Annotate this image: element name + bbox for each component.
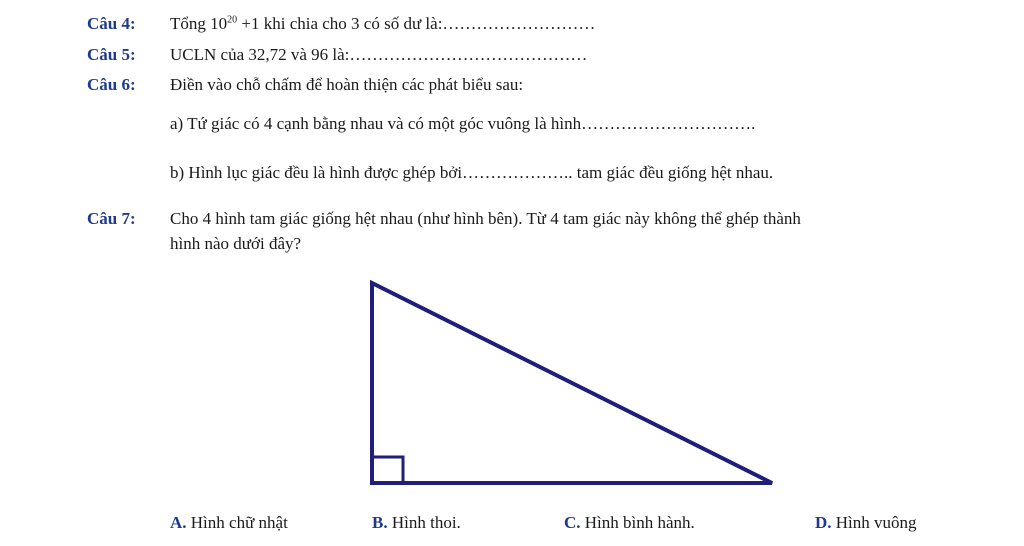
question-5-text: UCLN của 32,72 và 96 là:…………………………………… — [170, 45, 588, 64]
question-4-text-before: Tổng 10 — [170, 14, 228, 33]
question-7-label: Câu 7: — [87, 209, 136, 228]
question-6-item-b: b) Hình lục giác đều là hình được ghép bởi……………….. tam giác đều giống hệt nhau. — [170, 163, 774, 182]
choice-a-text: Hình chữ nhật — [186, 513, 288, 532]
choice-d-letter: D. — [815, 513, 832, 532]
choice-c[interactable] — [564, 513, 695, 533]
question-4-label: Câu 4: — [87, 14, 136, 33]
choice-d[interactable] — [815, 513, 917, 533]
choice-a[interactable] — [170, 513, 288, 533]
question-5-label: Câu 5: — [87, 45, 136, 64]
choice-b-letter: B. — [372, 513, 388, 532]
choice-b-text: Hình thoi. — [387, 513, 461, 532]
choice-d-text: Hình vuông — [831, 513, 917, 532]
choice-b[interactable] — [372, 513, 461, 533]
choice-c-text: Hình bình hành. — [580, 513, 695, 532]
question-4-text-after: +1 khi chia cho 3 có số dư là:……………………… — [237, 14, 596, 33]
question-7-line-1: Cho 4 hình tam giác giống hệt nhau (như hình bên). Từ 4 tam giác này không thể ghép thành — [170, 209, 801, 228]
triangle-shape — [372, 283, 772, 483]
choice-a-letter: A. — [170, 513, 187, 532]
question-7-line-2: hình nào dưới đây? — [170, 234, 302, 253]
right-angle-marker — [372, 457, 403, 483]
choice-c-letter: C. — [564, 513, 581, 532]
question-4-exponent: 20 — [227, 14, 238, 26]
question-6-text: Điền vào chỗ chấm để hoàn thiện các phát biểu sau: — [170, 75, 524, 94]
question-6-item-a: a) Tứ giác có 4 cạnh bằng nhau và có một góc vuông là hình…………………………. — [170, 114, 756, 133]
question-6-label: Câu 6: — [87, 75, 136, 94]
